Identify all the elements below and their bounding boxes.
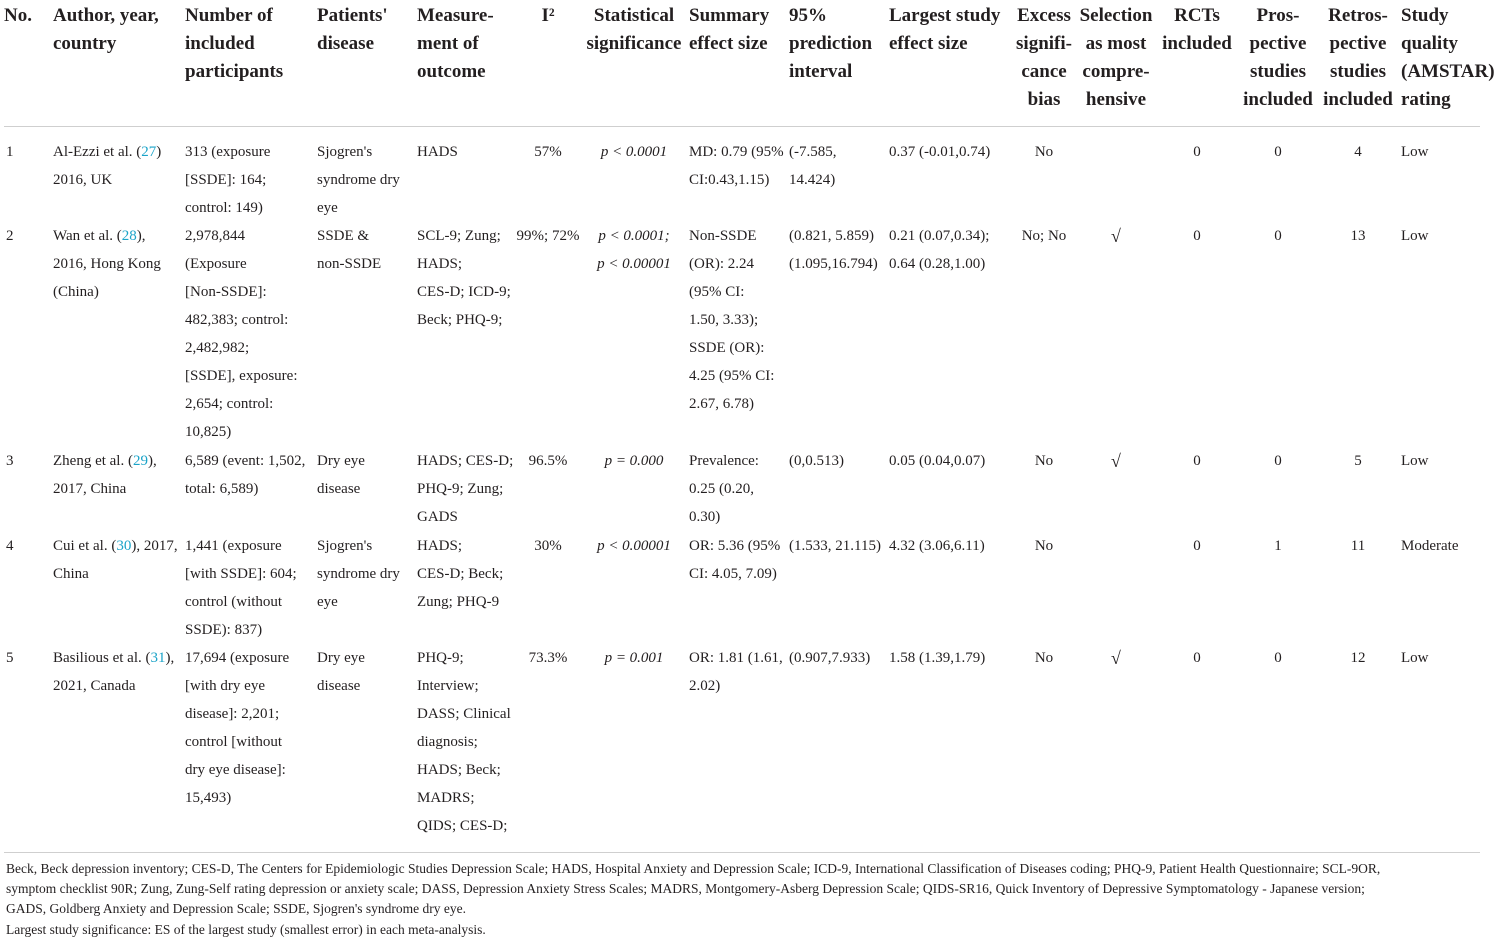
reference-link[interactable]: 28 — [121, 228, 137, 244]
cell-retrospective: 12 — [1350, 650, 1366, 666]
cell-prospective: 0 — [1274, 144, 1282, 160]
cell-quality: Moderate — [1401, 538, 1459, 554]
header-prediction: 95% prediction interval — [789, 5, 873, 82]
cell-prediction: (0.907,7.933) — [789, 650, 871, 666]
header-largest: Largest study effect size — [889, 5, 1001, 54]
cell-no: 5 — [6, 650, 14, 666]
cell-participants: 1,441 (exposure [with SSDE]: 604; control (without SSDE): 837) — [185, 538, 297, 638]
cell-largest: 4.32 (3.06,6.11) — [889, 538, 985, 554]
cell-prospective: 1 — [1274, 538, 1282, 554]
cell-retrospective: 4 — [1354, 144, 1362, 160]
check-icon: √ — [1111, 451, 1121, 471]
cell-no: 4 — [6, 538, 14, 554]
cell-significance: p = 0.001 — [604, 650, 664, 666]
cell-excess: No — [1034, 144, 1054, 160]
cell-rcts: 0 — [1193, 650, 1201, 666]
cell-participants: 6,589 (event: 1,502, total: 6,589) — [185, 453, 306, 497]
cell-retrospective: 5 — [1354, 453, 1362, 469]
cell-prediction: (-7.585, 14.424) — [789, 144, 837, 188]
check-icon: √ — [1111, 226, 1121, 246]
cell-excess: No — [1034, 453, 1054, 469]
cell-rcts: 0 — [1193, 144, 1201, 160]
header-rcts: RCTs included — [1162, 5, 1232, 54]
cell-participants: 313 (exposure [SSDE]: 164; control: 149) — [185, 144, 271, 216]
cell-largest: 0.37 (-0.01,0.74) — [889, 144, 991, 160]
cell-author: Basilious et al. (31), 2021, Canada — [53, 650, 175, 694]
cell-disease: Sjogren's syndrome dry eye — [317, 144, 400, 216]
cell-quality: Low — [1401, 228, 1429, 244]
header-measurement: Measure- ment of outcome — [417, 5, 494, 82]
cell-disease: Sjogren's syndrome dry eye — [317, 538, 400, 610]
cell-prediction: (0,0.513) — [789, 453, 844, 469]
cell-i2: 57% — [534, 144, 562, 160]
cell-excess: No — [1034, 538, 1054, 554]
header-quality: Study quality (AMSTAR) rating — [1401, 5, 1495, 110]
cell-retrospective: 11 — [1350, 538, 1366, 554]
cell-no: 3 — [6, 453, 14, 469]
header-prospective: Pros- pective studies included — [1243, 5, 1313, 110]
cell-summary: MD: 0.79 (95% CI:0.43,1.15) — [689, 144, 784, 188]
cell-significance: p = 0.000 — [604, 453, 664, 469]
cell-rcts: 0 — [1193, 453, 1201, 469]
table-footnote: Beck, Beck depression inventory; CES-D, The Centers for Epidemiologic Studies Depression Scale; HADS, Hospital Anxiety and Depression Scale; ICD-9, International Classification of Diseases coding; PHQ-9, Patient Health Questionnaire; SCL-9OR, symptom checklist 90R; Zung, Zung-Self rating depression or anxiety scale; DASS, Depression Anxiety Stress Scales; MADRS, Montgomery-Asberg Depression Scale; QIDS-SR16, Quick Inventory of Depressive Symptomatology - Japanese version; GADS, Goldberg Anxiety and Depression Scale; SSDE, Sjogren's syndrome dry eye. — [6, 861, 1381, 916]
cell-quality: Low — [1401, 144, 1429, 160]
cell-no: 2 — [6, 228, 14, 244]
reference-link[interactable]: 29 — [132, 453, 148, 469]
cell-prospective: 0 — [1274, 650, 1282, 666]
reference-link[interactable]: 31 — [150, 650, 166, 666]
header-disease: Patients' disease — [317, 5, 388, 54]
cell-rcts: 0 — [1193, 538, 1201, 554]
cell-significance: p < 0.0001; p < 0.00001 — [597, 228, 671, 272]
cell-summary: OR: 5.36 (95% CI: 4.05, 7.09) — [689, 538, 781, 582]
cell-i2: 96.5% — [528, 453, 568, 469]
cell-quality: Low — [1401, 453, 1429, 469]
cell-i2: 99%; 72% — [516, 228, 580, 244]
cell-disease: SSDE & non-SSDE — [317, 228, 382, 272]
header-selection: Selection as most compre- hensive — [1079, 5, 1153, 110]
cell-retrospective: 13 — [1350, 228, 1366, 244]
table-footnote-2: Largest study significance: ES of the largest study (smallest error) in each meta-analysis. — [6, 922, 486, 937]
cell-measurement: HADS; CES-D; Beck; Zung; PHQ-9 — [417, 538, 504, 610]
cell-prospective: 0 — [1274, 453, 1282, 469]
cell-author: Al-Ezzi et al. (27) 2016, UK — [53, 144, 162, 188]
cell-largest: 1.58 (1.39,1.79) — [889, 650, 986, 666]
cell-significance: p < 0.00001 — [597, 538, 671, 554]
cell-author: Zheng et al. (29), 2017, China — [53, 453, 157, 497]
header-retrospective: Retros- pective studies included — [1323, 5, 1393, 110]
cell-summary: Prevalence: 0.25 (0.20, 0.30) — [689, 453, 759, 525]
cell-prediction: (0.821, 5.859) (1.095,16.794) — [789, 228, 878, 272]
cell-participants: 17,694 (exposure [with dry eye disease]: 2,201; control [without dry eye disease]: 15,493) — [185, 650, 290, 806]
cell-largest: 0.05 (0.04,0.07) — [889, 453, 986, 469]
cell-disease: Dry eye disease — [317, 453, 365, 497]
cell-measurement: SCL-9; Zung; HADS; CES-D; ICD-9; Beck; PHQ-9; — [417, 228, 511, 328]
cell-participants: 2,978,844 (Exposure [Non-SSDE]: 482,383; control: 2,482,982; [SSDE], exposure: 2,654; control: 10,825) — [185, 228, 298, 440]
cell-disease: Dry eye disease — [317, 650, 365, 694]
header-significance: Statistical significance — [586, 5, 682, 54]
cell-measurement: HADS — [417, 144, 458, 160]
cell-author: Cui et al. (30), 2017, China — [53, 538, 178, 582]
cell-summary: OR: 1.81 (1.61, 2.02) — [689, 650, 783, 694]
cell-measurement: PHQ-9; Interview; DASS; Clinical diagnosis; HADS; Beck; MADRS; QIDS; CES-D; — [417, 650, 511, 834]
check-icon: √ — [1111, 648, 1121, 668]
header-i2: I² — [541, 5, 555, 26]
header-participants: Number of included participants — [185, 5, 284, 82]
cell-rcts: 0 — [1193, 228, 1201, 244]
cell-excess: No; No — [1021, 228, 1067, 244]
reference-link[interactable]: 27 — [141, 144, 157, 160]
header-no: No. — [4, 5, 32, 26]
cell-summary: Non-SSDE (OR): 2.24 (95% CI: 1.50, 3.33); SSDE (OR): 4.25 (95% CI: 2.67, 6.78) — [689, 228, 775, 412]
header-excess: Excess signifi- cance bias — [1016, 5, 1072, 110]
cell-significance: p < 0.0001 — [600, 144, 668, 160]
cell-largest: 0.21 (0.07,0.34); 0.64 (0.28,1.00) — [889, 228, 990, 272]
cell-measurement: HADS; CES-D; PHQ-9; Zung; GADS — [417, 453, 514, 525]
header-author: Author, year, country — [53, 5, 159, 54]
cell-prospective: 0 — [1274, 228, 1282, 244]
cell-quality: Low — [1401, 650, 1429, 666]
header-summary: Summary effect size — [689, 5, 770, 54]
footer-rule — [4, 852, 1480, 853]
cell-i2: 73.3% — [528, 650, 568, 666]
cell-no: 1 — [6, 144, 14, 160]
header-rule — [4, 126, 1480, 127]
cell-i2: 30% — [534, 538, 562, 554]
cell-prediction: (1.533, 21.115) — [789, 538, 881, 554]
reference-link[interactable]: 30 — [116, 538, 132, 554]
cell-author: Wan et al. (28), 2016, Hong Kong (China) — [53, 228, 161, 300]
cell-excess: No — [1034, 650, 1054, 666]
